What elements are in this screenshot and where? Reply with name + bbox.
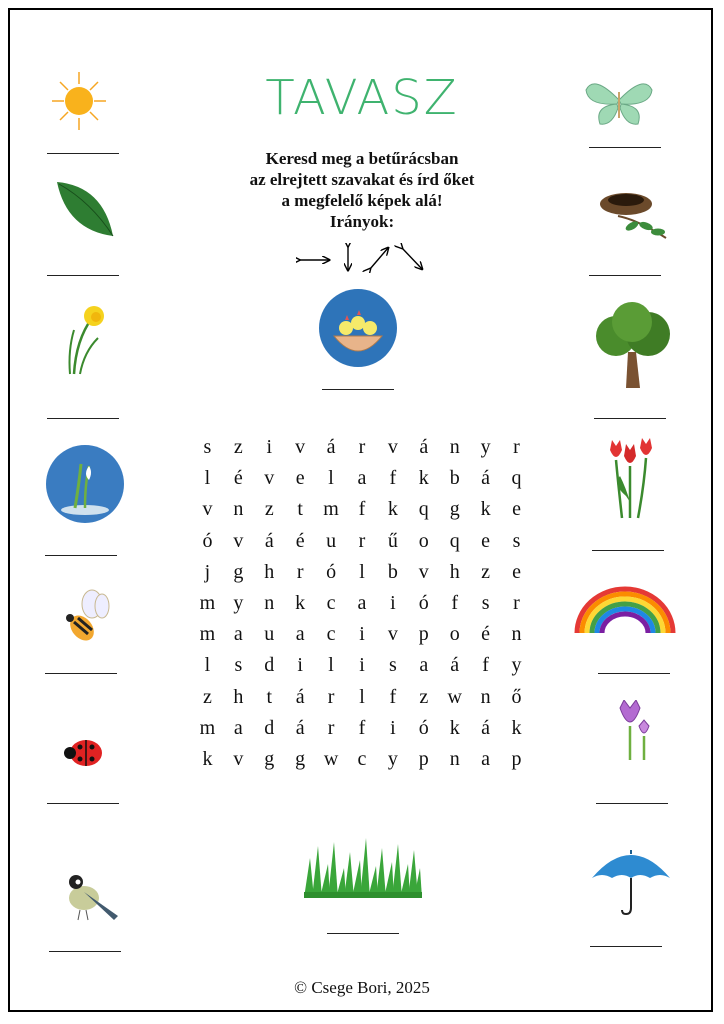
grid-cell[interactable]: l	[204, 654, 211, 677]
grid-cell[interactable]: z	[481, 560, 491, 583]
grid-cell[interactable]: k	[418, 467, 429, 490]
grid-cell[interactable]: a	[233, 623, 243, 646]
grid-cell[interactable]: g	[264, 747, 275, 770]
grid-cell[interactable]: r	[513, 591, 520, 614]
grid-cell[interactable]: v	[295, 436, 306, 458]
daffodil-icon	[66, 300, 108, 376]
copyright-footer: © Csege Bori, 2025	[294, 978, 430, 997]
grid-row	[192, 713, 532, 744]
grid-cell[interactable]: i	[266, 436, 273, 458]
letter-grid	[192, 432, 532, 775]
grid-cell[interactable]: q	[511, 467, 522, 490]
grid-cell[interactable]: á	[419, 436, 429, 458]
grid-cell[interactable]: m	[199, 716, 216, 739]
grid-cell[interactable]: b	[387, 560, 398, 583]
grid-cell[interactable]: i	[297, 654, 303, 677]
grid-cell[interactable]: t	[266, 685, 273, 708]
grid-cell[interactable]: ő	[511, 685, 522, 708]
instruction-line-3: a megfelelő képek alá!	[281, 191, 443, 210]
grid-cell[interactable]: á	[481, 716, 491, 739]
grid-row	[192, 744, 532, 775]
grid-cell[interactable]: c	[326, 591, 336, 614]
answer-line-crocus[interactable]	[596, 803, 668, 804]
grid-cell[interactable]: s	[388, 654, 397, 677]
grid-cell[interactable]: ó	[326, 560, 337, 583]
crocus-icon	[616, 700, 656, 762]
grid-cell[interactable]: n	[480, 685, 491, 708]
tulip-icon	[608, 436, 654, 520]
grid-cell[interactable]: a	[419, 654, 429, 677]
answer-line-daffodil[interactable]	[47, 418, 119, 419]
grid-cell[interactable]: v	[387, 436, 398, 458]
grid-cell[interactable]: ű	[387, 529, 398, 552]
grid-cell[interactable]: á	[295, 685, 305, 708]
grid-cell[interactable]: n	[511, 623, 522, 646]
grid-cell[interactable]: l	[204, 467, 211, 490]
grid-cell[interactable]: y	[480, 436, 491, 458]
grid-cell[interactable]: g	[295, 747, 306, 770]
grid-cell[interactable]: ó	[418, 591, 429, 614]
grid-row	[192, 494, 532, 525]
answer-line-tulip[interactable]	[592, 550, 664, 551]
directions-label: Irányok:	[329, 212, 395, 231]
grid-cell[interactable]: r	[513, 436, 520, 458]
grid-cell[interactable]: a	[481, 747, 491, 770]
grid-cell[interactable]: o	[418, 529, 429, 552]
instruction-line-1: Keresd meg a betűrácsban	[265, 149, 459, 168]
grid-cell[interactable]: y	[233, 591, 244, 614]
grid-cell[interactable]: k	[511, 716, 522, 739]
grid-cell[interactable]: k	[449, 716, 460, 739]
answer-line-chicks[interactable]	[322, 389, 394, 390]
bird-icon	[60, 870, 120, 926]
grid-cell[interactable]: v	[233, 747, 244, 770]
grid-cell[interactable]: á	[264, 529, 274, 552]
grid-cell[interactable]: e	[512, 498, 521, 521]
grid-cell[interactable]: ó	[418, 716, 429, 739]
grid-cell[interactable]: é	[233, 467, 243, 490]
grid-row	[192, 463, 532, 494]
answer-line-sun[interactable]	[47, 153, 119, 154]
grid-cell[interactable]: z	[233, 436, 243, 458]
grid-cell[interactable]: h	[264, 560, 275, 583]
grid-cell[interactable]: g	[233, 560, 244, 583]
grid-cell[interactable]: k	[295, 591, 306, 614]
grid-cell[interactable]: r	[327, 716, 335, 739]
grid-row	[192, 557, 532, 588]
grid-cell[interactable]: v	[202, 498, 213, 521]
answer-line-umbrella[interactable]	[590, 946, 662, 947]
grid-cell[interactable]: é	[481, 623, 491, 646]
grid-cell[interactable]: m	[199, 623, 216, 646]
leaf-icon	[55, 178, 117, 240]
grid-cell[interactable]: b	[449, 467, 460, 490]
grid-cell[interactable]: z	[419, 685, 429, 708]
grid-cell[interactable]: é	[295, 529, 305, 552]
grid-row	[192, 526, 532, 557]
grid-cell[interactable]: á	[326, 436, 336, 458]
grid-cell[interactable]: s	[203, 436, 212, 458]
grid-cell[interactable]: u	[326, 529, 337, 552]
grid-cell[interactable]: t	[297, 498, 303, 521]
grid-cell[interactable]: m	[323, 498, 339, 521]
grid-cell[interactable]: r	[327, 685, 335, 708]
grid-cell[interactable]: l	[328, 467, 334, 490]
snowdrop-icon	[45, 444, 125, 524]
grid-cell[interactable]: s	[234, 654, 243, 677]
grid-cell[interactable]: h	[449, 560, 460, 583]
grid-cell[interactable]: i	[359, 623, 365, 646]
grid-cell[interactable]: a	[357, 591, 367, 614]
grid-cell[interactable]: r	[358, 529, 366, 552]
sun-icon	[50, 70, 108, 132]
grid-cell[interactable]: k	[202, 747, 213, 770]
grid-cell[interactable]: c	[357, 747, 367, 770]
grid-cell[interactable]: v	[233, 529, 244, 552]
grid-row	[192, 619, 532, 650]
grid-cell[interactable]: ó	[202, 529, 213, 552]
grid-cell[interactable]: y	[511, 654, 522, 677]
grid-cell[interactable]: s	[481, 591, 490, 614]
page-title: TAVASZ	[265, 70, 459, 126]
grid-cell[interactable]: f	[451, 591, 459, 614]
grid-cell[interactable]: a	[295, 623, 305, 646]
grid-cell[interactable]: v	[264, 467, 275, 490]
grid-cell[interactable]: d	[264, 654, 275, 677]
answer-line-nest[interactable]	[589, 275, 661, 276]
grid-row	[192, 432, 532, 463]
answer-line-grass[interactable]	[327, 933, 399, 934]
grid-cell[interactable]: v	[418, 560, 429, 583]
grid-cell[interactable]: á	[481, 467, 491, 490]
chicks-icon	[318, 288, 398, 368]
grid-cell[interactable]: f	[389, 467, 397, 490]
grid-cell[interactable]: j	[204, 560, 211, 583]
nest-icon	[598, 186, 670, 246]
instructions	[212, 148, 512, 232]
grid-cell[interactable]: n	[264, 591, 275, 614]
grid-cell[interactable]: n	[233, 498, 244, 521]
grid-cell[interactable]: k	[480, 498, 491, 521]
grid-cell[interactable]: k	[387, 498, 398, 521]
grid-cell[interactable]: p	[418, 747, 429, 770]
grid-cell[interactable]: w	[447, 685, 462, 708]
diagonal-up-arrow-icon	[370, 248, 388, 269]
bee-icon	[60, 588, 110, 644]
butterfly-icon	[584, 80, 654, 128]
grid-cell[interactable]: l	[328, 654, 334, 677]
grid-cell[interactable]: o	[449, 623, 460, 646]
grass-icon	[304, 838, 422, 898]
grid-cell[interactable]: q	[418, 498, 429, 521]
grid-cell[interactable]: i	[390, 716, 396, 739]
grid-cell[interactable]: n	[449, 747, 460, 770]
grid-cell[interactable]: f	[389, 685, 397, 708]
grid-cell[interactable]: m	[199, 591, 216, 614]
grid-cell[interactable]: e	[481, 529, 491, 552]
answer-line-bird[interactable]	[49, 951, 121, 952]
rainbow-icon	[573, 585, 677, 635]
grid-row	[192, 682, 532, 713]
grid-cell[interactable]: f	[482, 654, 489, 677]
grid-cell[interactable]: c	[326, 623, 336, 646]
grid-cell[interactable]: a	[233, 716, 243, 739]
grid-cell[interactable]: i	[390, 591, 396, 614]
grid-cell[interactable]: q	[449, 529, 460, 552]
answer-line-butterfly[interactable]	[589, 147, 661, 148]
grid-cell[interactable]: l	[359, 560, 365, 583]
grid-cell[interactable]: h	[233, 685, 244, 708]
grid-cell[interactable]: á	[450, 654, 460, 677]
answer-line-ladybug[interactable]	[47, 803, 119, 804]
direction-arrows	[296, 243, 430, 273]
tree-icon	[592, 302, 674, 390]
grid-cell[interactable]: v	[387, 623, 398, 646]
answer-line-snowdrop[interactable]	[45, 555, 117, 556]
grid-row	[192, 650, 532, 681]
grid-cell[interactable]: a	[357, 467, 367, 490]
grid-cell[interactable]: r	[296, 560, 304, 583]
grid-cell[interactable]: s	[512, 529, 521, 552]
ladybug-icon	[62, 735, 104, 771]
grid-cell[interactable]: á	[295, 716, 305, 739]
grid-cell[interactable]: z	[203, 685, 212, 708]
grid-cell[interactable]: e	[512, 560, 521, 583]
instruction-line-2: az elrejtett szavakat és írd őket	[249, 170, 475, 189]
grid-cell[interactable]: f	[358, 716, 366, 739]
grid-cell[interactable]: g	[449, 498, 460, 521]
grid-cell[interactable]: p	[418, 623, 429, 646]
grid-cell[interactable]: d	[264, 716, 275, 739]
answer-line-bee[interactable]	[45, 673, 117, 674]
grid-cell[interactable]: w	[323, 747, 339, 770]
grid-cell[interactable]: i	[359, 654, 365, 677]
answer-line-rainbow[interactable]	[598, 673, 670, 674]
grid-cell[interactable]: f	[358, 498, 366, 521]
grid-cell[interactable]: p	[511, 747, 522, 770]
grid-cell[interactable]: r	[358, 436, 366, 458]
grid-cell[interactable]: n	[449, 436, 460, 458]
answer-line-tree[interactable]	[594, 418, 666, 419]
grid-cell[interactable]: z	[264, 498, 274, 521]
grid-cell[interactable]: u	[264, 623, 275, 646]
grid-cell[interactable]: l	[359, 685, 365, 708]
grid-cell[interactable]: y	[387, 747, 398, 770]
grid-row	[192, 588, 532, 619]
diagonal-down-arrow-icon	[402, 248, 422, 269]
answer-line-leaf[interactable]	[47, 275, 119, 276]
umbrella-icon	[590, 848, 672, 918]
grid-cell[interactable]: e	[295, 467, 305, 490]
